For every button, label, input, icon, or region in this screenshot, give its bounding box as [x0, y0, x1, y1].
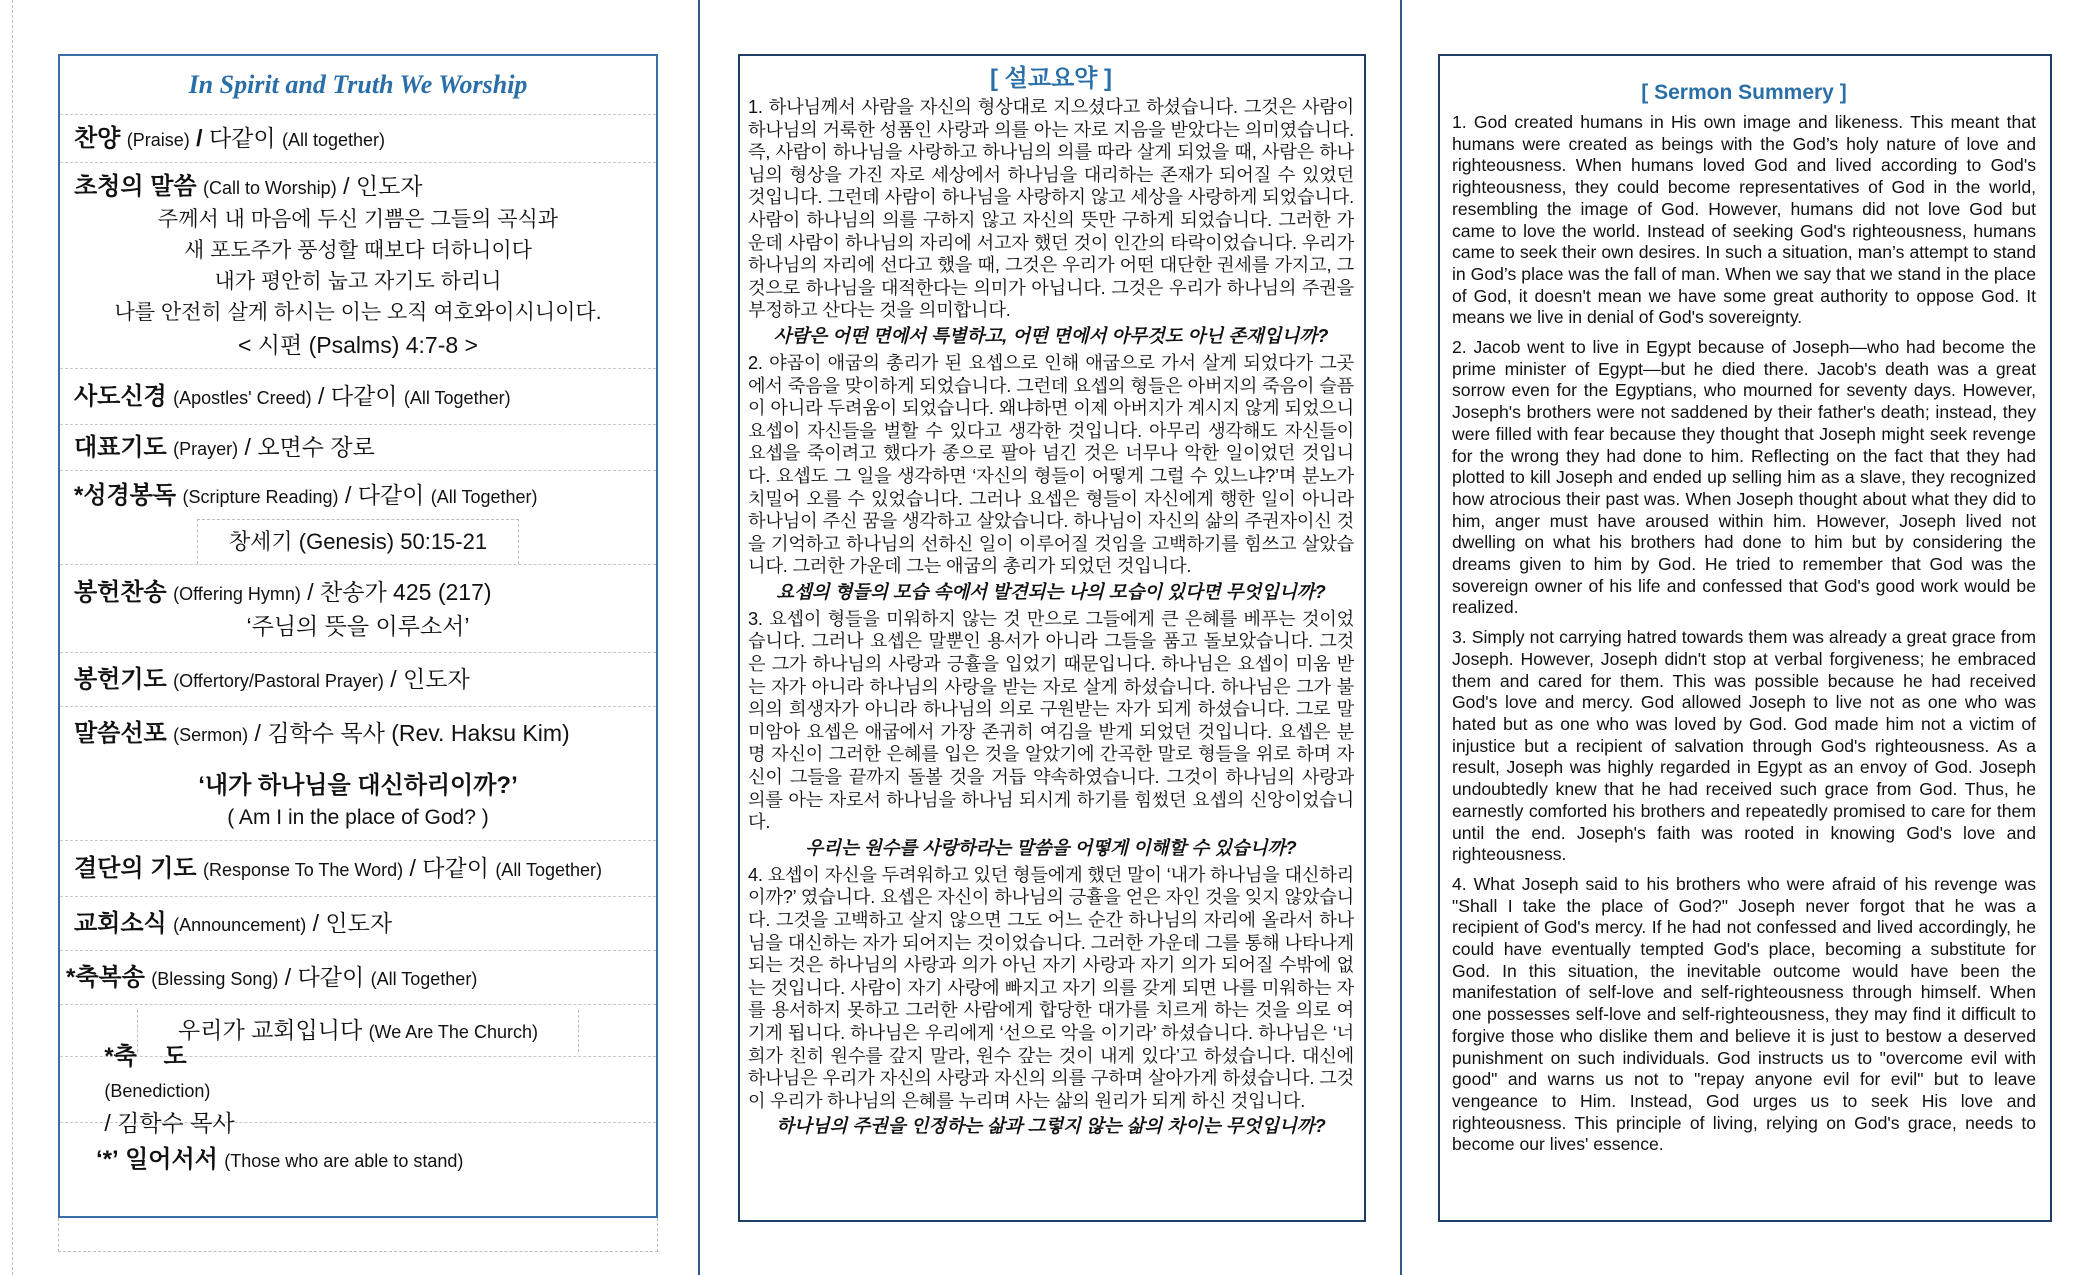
call-line-2: 새 포도주가 풍성할 때보다 더하니이다	[184, 238, 532, 262]
sermon-theme: ‘내가 하나님을 대신하리이까?’	[198, 772, 518, 799]
stand-en: (Those who are able to stand)	[224, 1151, 464, 1171]
creed-label: 사도신경	[74, 382, 167, 410]
offering-hymn-en: (Offering Hymn)	[173, 583, 301, 604]
order-praise	[60, 115, 656, 163]
stand-label: 일어서서	[125, 1146, 218, 1173]
korean-paragraph-3: 3. 요셉이 형들을 미워하지 않는 것 만으로 그들에게 큰 은혜를 베푸는 것이었습니다. 그러나 요셉은 말뿐인 용서가 아니라 그들을 품고 돌보았습니다. 그것은 그가 하나님의 사랑과 긍휼을 입었기 때문입니다. 하나님은 요셉이 미움 받는 자가 아니라 하나님의 사랑을 받는 자로 살게 하셨습니다. 하나님은 그가 불의의 희생자가 아니라 하나님의 의로 구원받는 자가 되게 하셨습니다. 그로 말미암아 요셉은 애굽에서 가장 존귀히 여김을 받게 되었던 것입니다. 요셉은 분명 자신이 그러한 은혜를 입은 것을 알았기에 간곡한 말로 형들을 위로 하며 자신이 그들을 끝까지 돌볼 것을 거듭 약속하였습니다. 그것이 하나님의 사랑과 의를 아는 자로서 하나님을 하나님 되시게 하기를 힘썼던 요셉의 신앙이었습니다.	[748, 608, 1354, 833]
response-label: 결단의 기도	[74, 854, 197, 882]
english-summary-panel	[1438, 54, 2052, 1222]
call-line-1: 주께서 내 마음에 두신 기쁨은 그들의 곡식과	[157, 207, 559, 231]
order-call-to-worship	[60, 163, 656, 369]
sermon-en: (Sermon)	[173, 725, 249, 745]
call-reference: < 시편 (Psalms) 4:7-8 >	[237, 331, 478, 358]
scripture-passage: 창세기 (Genesis) 50:15-21	[197, 519, 519, 564]
blessing-song-title-en: (We Are The Church)	[368, 1021, 538, 1042]
call-leader: / 인도자	[343, 172, 423, 199]
call-line-3: 내가 평안히 눕고 자기도 하리니	[214, 269, 502, 293]
offering-hymn-label: 봉헌찬송	[74, 578, 167, 606]
prayer-leader: / 오면수 장로	[244, 433, 375, 460]
english-paragraph-1: 1. God created humans in His own image and likeness. This meant that humans were created as beings with the God’s holy nature of love and righteousness. When humans loved God and lived according to God's righteousness, they could become representatives of God in the world, resembling the image of God. However, humans did not love God but came to love the world. Instead of seeking God's righteousness, humans came to seek their own desires. In such a situation, man’s attempt to stand in God’s place was the fall of man. When we say that we stand in the place of God, it doesn't mean we have some great authority to oppose God. It means we live in denial of God's sovereignty.	[1452, 112, 2036, 328]
benediction-en: (Benediction)	[104, 1081, 211, 1101]
creed-leader-en: (All Together)	[403, 387, 511, 408]
scripture-leader: / 다같이	[344, 482, 425, 508]
call-label: 초청의 말씀	[74, 172, 197, 200]
korean-question-3: 우리는 원수를 사랑하라는 말씀을 어떻게 이해할 수 있습니까?	[805, 836, 1297, 858]
english-paragraph-2: 2. Jacob went to live in Egypt because of Joseph—who had become the prime minister of Egypt—but he died there. Jacob's death was a great sorrow even for the Egyptians, who mourned for seventy days. However, Joseph's brothers were not saddened by their father's death; instead, they were filled with fear because they thought that Joseph might seek revenge for the wrong they had done to him. Reflecting on the fact that they had plotted to kill Joseph and ended up selling him as a slave, they recognized how atrocious their past was. When Joseph thought about what they did to him, anger must have aroused within him. However, Joseph lived not dwelling on what his brothers had done to him but by considering the dreams given to him by God. He tried to remember that God was the sovereign owner of his life and confessed that God's good work would be realized.	[1452, 337, 2036, 618]
blessing-song-leader: / 다같이	[284, 963, 365, 990]
scripture-leader-en: (All Together)	[430, 487, 538, 507]
stand-mark: ‘*’	[96, 1146, 119, 1173]
announce-leader: / 인도자	[312, 909, 393, 936]
blessing-song-en: (Blessing Song)	[151, 968, 279, 989]
sermon-label: 말씀선포	[74, 720, 167, 747]
korean-summary-title: [ 설교요약 ]	[989, 65, 1113, 92]
korean-paragraph-4: 4. 요셉이 자신을 두려워하고 있던 형들에게 했던 말이 ‘내가 하나님을 대신하리이까?’ 였습니다. 요셉은 자신이 하나님의 긍휼을 얻은 자인 것을 잊지 않았습니다. 그것을 고백하고 살지 않으면 그도 어느 순간 하나님의 자리에 올라서 하나님을 대신하는 자가 되어지는 것이었습니다. 그러한 가운데 그를 통해 나타나게 되는 것은 하나님의 사랑과 의가 아닌 자기 사랑과 자기 의가 되어질 수밖에 없는 것입니다. 사람이 자기 사랑에 빠지고 자기 의를 갖게 되면 나를 미워하는 자를 용서하지 못하고 그러한 사람에게 합당한 대가를 치르게 하는 것을 의로 여기게 됩니다. 하나님은 우리에게 ‘선으로 악을 이기라’ 하셨습니다. 하나님은 ‘너희가 친히 원수를 갚지 말라, 원수 갚는 것이 내게 있다’고 하셨습니다. 대신에 하나님은 우리가 자신의 사랑과 자신의 의를 구하며 살아가게 하셨습니다. 그것이 우리가 하나님의 은혜를 누리며 사는 삶의 원리가 되게 하신 것입니다.	[748, 864, 1354, 1111]
fold-line-left	[698, 0, 700, 1275]
english-paragraph-4: 4. What Joseph said to his brothers who were afraid of his revenge was "Shall I take the place of God?" Joseph never forgot that he was a recipient of God's mercy. If he had not confessed and lived accordingly, he could have eventually tempted God's place, becoming a substitute for God. In this situation, the inevitable outcome would have been the manifestation of self-love and self-righteousness through himself. When one possesses self-love and self-righteousness, they may find it difficult to forgive those who dislike them and believe it is just to bestow a deserved punishment on such individuals. God instructs us to "overcome evil with good" and warns us not to "repay anyone evil for evil" but to leave vengeance to Him. Instead, God urges us to seek His love and righteousness. This principle of living, relying on God's grace, needs to become our lives' essence.	[1452, 873, 2036, 1155]
offertory-en: (Offertory/Pastoral Prayer)	[173, 670, 384, 691]
call-en: (Call to Worship)	[202, 177, 337, 198]
english-paragraph-3: 3. Simply not carrying hatred towards them was already a great grace from Joseph. However, Joseph didn't stop at verbal forgiveness; he embraced them and cared for them. This was possible because he had received God's love and mercy. God allowed Joseph to live not as one who was hated but as one who was loved by God. God made him not a victim of injustice but a recipient of salvation through God's righteousness. As a result, Joseph was highly regarded in Egypt as an envoy of God. Joseph undoubtedly knew that he had received such grace from God. Thus, he earnestly comforted his brothers and repeatedly promised to care for them until the end. Joseph's faith was rooted in knowing God's love and righteousness.	[1452, 627, 2036, 865]
sermon-preacher: / 김학수 목사 (Rev. Haksu Kim)	[254, 720, 570, 746]
english-summary-title: [ Sermon Summery ]	[1641, 81, 1847, 104]
praise-label: 찬양	[74, 124, 121, 152]
order-response	[60, 841, 656, 897]
offertory-leader: / 인도자	[390, 665, 470, 692]
praise-leader: 다같이	[208, 124, 276, 151]
praise-en: (Praise)	[126, 129, 190, 150]
korean-question-2: 요셉의 형들의 모습 속에서 발견되는 나의 모습이 있다면 무엇입니까?	[776, 580, 1326, 602]
praise-slash: /	[196, 124, 203, 151]
offering-hymn-title: ‘주님의 뜻을 이루소서’	[246, 612, 470, 639]
creed-leader: / 다같이	[318, 382, 398, 409]
benediction-leader: / 김학수 목사	[104, 1110, 235, 1136]
order-announcement	[60, 897, 656, 951]
offertory-label: 봉헌기도	[74, 665, 167, 693]
blessing-song-title: 우리가 교회입니다	[178, 1016, 363, 1043]
prayer-en: (Prayer)	[173, 438, 239, 459]
korean-question-1: 사람은 어떤 면에서 특별하고, 어떤 면에서 아무것도 아닌 존재입니까?	[773, 324, 1329, 346]
korean-paragraph-1: 1. 하나님께서 사람을 자신의 형상대로 지으셨다고 하셨습니다. 그것은 사람이 하나님의 거룩한 성품인 사랑과 의를 아는 자로 지음을 받았다는 의미였습니다. 즉, 사람이 하나님을 사랑하고 하나님의 의를 따라 살게 되었을 때, 사람은 하나님의 형상을 가진 자로 세상에서 하나님을 대리하는 존재가 되어질 수 있었던 것입니다. 그런데 사람이 하나님을 사랑하지 않고 세상을 사랑하게 되었습니다. 사람이 하나님의 의를 구하지 않고 자신의 뜻만 구하게 되었습니다. 그러한 가운데 사람이 하나님의 자리에 서고자 했던 것이 인간의 타락이었습니다. 우리가 하나님의 자리에 선다고 했을 때, 그것은 우리가 어떤 대단한 권세를 가지고, 그것으로 하나님을 대적한다는 의미가 아닙니다. 그것은 우리가 하나님의 주권을 부정하고 산다는 것을 의미합니다.	[748, 97, 1354, 321]
offering-hymn-number: / 찬송가 425 (217)	[307, 578, 492, 605]
response-en: (Response To The Word)	[202, 859, 404, 880]
announce-label: 교회소식	[74, 909, 167, 937]
order-offertory-prayer	[60, 653, 656, 707]
fold-guide-left	[12, 0, 13, 1275]
korean-paragraph-2: 2. 야곱이 애굽의 총리가 된 요셉으로 인해 애굽으로 가서 살게 되었다가 그곳에서 죽음을 맞이하게 되었습니다. 그런데 요셉의 형들은 아버지의 죽음이 슬픔이 아니라 두려움이 되었습니다. 왜냐하면 이제 아버지가 계시지 않게 되었으니 요셉이 자신들을 벌할 수 있다고 생각한 것입니다. 아무리 생각해도 자신들이 요셉을 죽이려고 했다가 종으로 팔아 넘긴 것은 너무나 악한 일이었던 것입니다. 요셉도 그 일을 생각하면 ‘자신의 형들이 어떻게 그럴 수 있느냐?’며 분노가 치밀어 오를 수 있었습니다. 그러나 요셉은 형들이 자신에게 행한 일이 아니라 하나님이 주신 꿈을 생각하고 살았습니다. 하나님이 자신의 삶의 주권자이신 것을 기억하고 하나님의 선하신 일이 이루어질 것임을 고백하기를 힘쓰고 살았습니다. 그러한 가운데 그는 애굽의 총리가 되었던 것입니다.	[748, 352, 1354, 577]
blessing-song-leader-en: (All Together)	[370, 968, 478, 989]
order-bottom-strip	[58, 1218, 658, 1252]
creed-en: (Apostles' Creed)	[173, 387, 312, 408]
fold-line-right	[1400, 0, 1402, 1275]
benediction-label: *축 도	[104, 1043, 187, 1070]
response-leader: / 다같이	[409, 854, 489, 881]
order-apostles-creed	[60, 369, 656, 425]
order-offering-hymn	[60, 565, 656, 653]
order-scripture-reading	[60, 471, 656, 565]
response-leader-en: (All Together)	[495, 859, 603, 880]
korean-question-4: 하나님의 주권을 인정하는 삶과 그렇지 않는 삶의 차이는 무엇입니까?	[776, 1115, 1326, 1137]
order-prayer	[60, 425, 656, 471]
order-benediction	[60, 1043, 656, 1136]
announce-en: (Announcement)	[173, 914, 307, 935]
scripture-label: *성경봉독	[74, 482, 177, 509]
scripture-en: (Scripture Reading)	[182, 487, 339, 507]
order-sermon	[60, 707, 656, 841]
praise-leader-en: (All together)	[282, 129, 386, 150]
order-title: In Spirit and Truth We Worship	[60, 56, 656, 115]
prayer-label: 대표기도	[74, 433, 167, 461]
sermon-theme-en: ( Am I in the place of God? )	[227, 806, 489, 829]
order-blessing-song	[60, 951, 656, 1005]
worship-order-panel	[58, 54, 658, 1218]
korean-summary-panel	[738, 54, 1366, 1222]
call-line-4: 나를 안전히 살게 하시는 이는 오직 여호와이시니이다.	[114, 300, 602, 324]
blessing-song-label: *축복송	[66, 963, 145, 991]
